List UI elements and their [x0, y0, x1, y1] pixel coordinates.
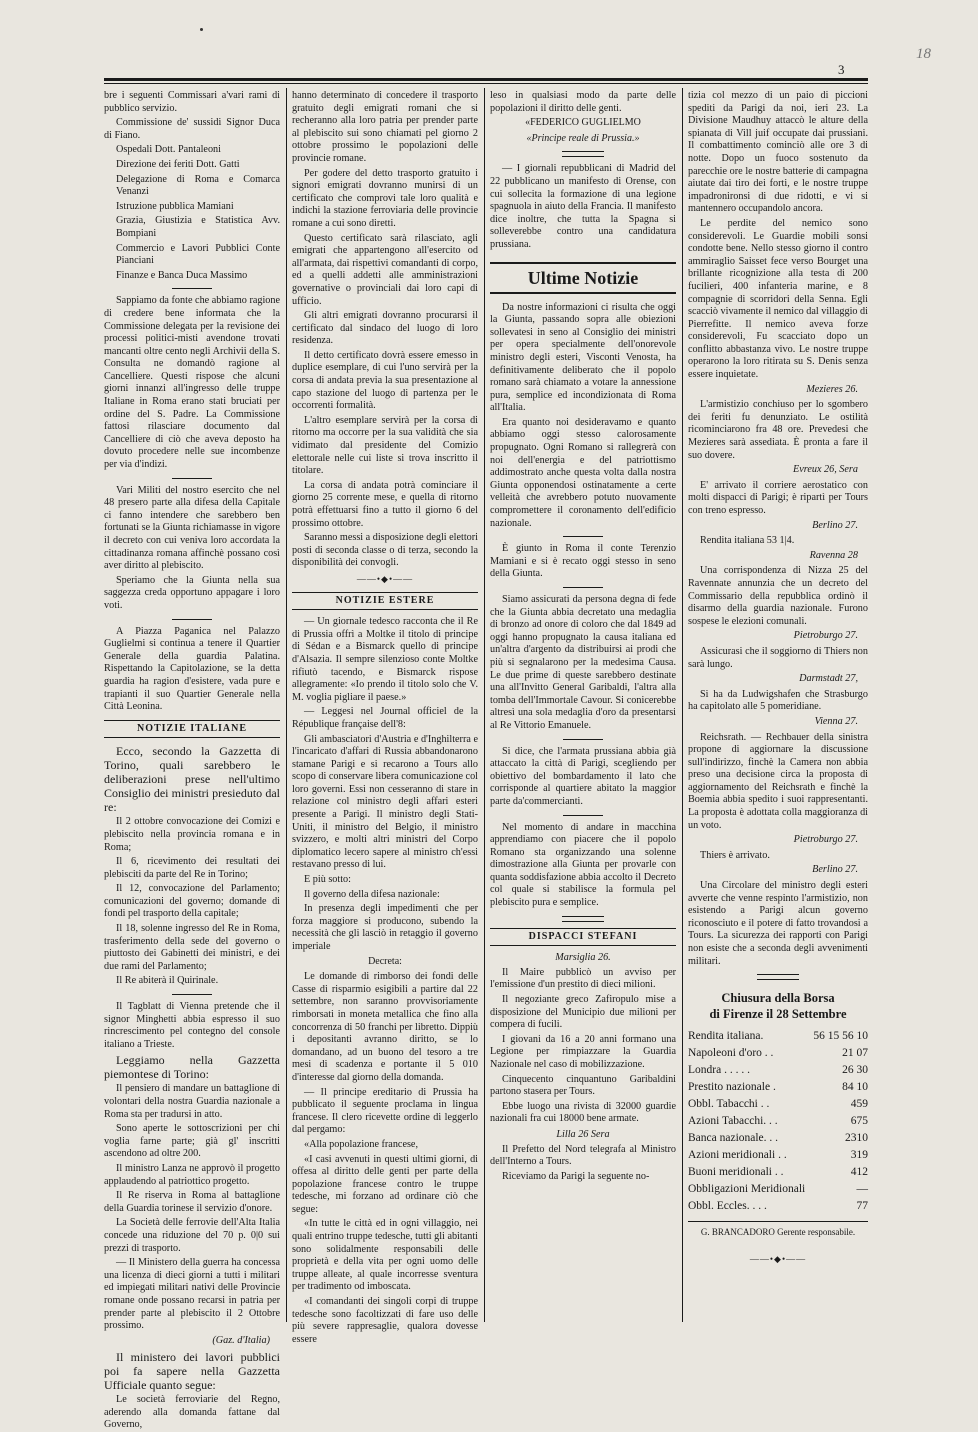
double-separator: [757, 974, 799, 980]
bourse-label: Azioni Tabacchi. . .: [688, 1115, 778, 1128]
bourse-value: 459: [850, 1098, 868, 1111]
commissioners-list: [104, 144, 280, 282]
pencil-annotation: 18: [916, 46, 931, 62]
list-item: Direzione dei feriti Dott. Gatti: [116, 158, 240, 170]
bourse-label: Obbligazioni Meridionali: [688, 1183, 806, 1196]
article-paragraph: Il Re riserva in Roma al battaglione della Guardia torinese il servizio d'onore.: [104, 1190, 280, 1214]
bourse-row: [688, 1079, 868, 1096]
article-paragraph: — Leggesi nel Journal officiel de la République française dell'8:: [292, 706, 478, 730]
article-paragraph: Il Maire pubblicò un avviso per l'emissione d'un prestito di dieci milioni.: [490, 966, 676, 991]
lead-paragraph: Leggiamo nella Gazzetta piemontese di Torino:: [104, 1053, 280, 1082]
lead-paragraph: Ecco, secondo la Gazzetta di Torino, quali sarebbero le deliberazioni prese nell'ultimo Consiglio dei ministri presieduto dal re:: [104, 744, 280, 815]
bourse-label: Banca nazionale. . .: [688, 1132, 779, 1145]
article-paragraph: Nel momento di andare in macchina apprendiamo con piacere che il popolo Romano sta organizzando una solenne dimostrazione alla Giunta per provarle con quanta soddisfazione abbia accolto il Decreto col quale si stabilisce la formula pel plebiscito pura e semplice.: [490, 821, 676, 909]
article-paragraph: E' arrivato il corriere aerostatico con molti dispacci di Parigi; è ripartì per Tours con treno espresso.: [688, 479, 868, 516]
article-paragraph: I giovani da 16 a 20 anni formano una Legione per rimpiazzare la Guardia Nazionale nel caso di mobilizzazione.: [490, 1033, 676, 1070]
bourse-row: [688, 1045, 868, 1062]
article-paragraph: Cinquecento cinquantuno Garibaldini partono stasera per Tours.: [490, 1073, 676, 1098]
separator: [563, 587, 603, 588]
article-paragraph: Il 2 ottobre convocazione dei Comizi e plebiscito nella provincia romana e in Roma;: [104, 816, 280, 853]
lead-paragraph: Il ministero dei lavori pubblici poi fa sapere nella Gazzetta Ufficiale quanto segue:: [104, 1350, 280, 1393]
bourse-label: Londra . . . . .: [688, 1064, 750, 1077]
article-paragraph: Reichsrath. — Rechbauer della sinistra propone di aggiornare la discussione sull'indirizzo, finchè la Camera non abbia preso una decisione circa la proposta di aggiornamento del Reichsrath e finchè la Boemia abbia spedito i suoi rappresentanti. La proposta è adottata colla maggioranza di un voto.: [688, 731, 868, 831]
separator: [172, 994, 212, 995]
dateline: Lilla 26 Sera: [556, 1128, 610, 1140]
ornament-divider: ——•◆•——: [356, 573, 414, 584]
bourse-row: [688, 1198, 868, 1215]
bourse-value: 2310: [845, 1132, 868, 1145]
bourse-label: Obbl. Tabacchi . .: [688, 1098, 770, 1111]
article-paragraph: «In tutte le città ed in ogni villaggio, nei quali entrino truppe tedesche, tutti gli abitanti sono solidalmente responsabili delle proprietà e della vita per ogni uomo delle truppe alleate, al quale incorresse sventura per tradimento od imboscata.: [292, 1218, 478, 1293]
article-paragraph: bre i seguenti Commissari a'vari rami di pubblico servizio.: [104, 90, 280, 114]
article-paragraph: Gli ambasciatori d'Austria e d'Inghilterra e l'incaricato d'affari di Russia abbandonarono stamane Parigi e si recarono a Tours allo scopo di conservare libera comunicazione col loro governi. Essi non cesseranno di stare in relazione col ministro degli affari esteri presente a Parigi. Il ministro degli Stati-Uniti, il ministro del Belgio, il ministro svizzero, e molti altri ministri del Corpo diplomatico lecero sapere al ministro ch'essi restavano presso di lui.: [292, 733, 478, 871]
article-paragraph: Il ministro Lanza ne approvò il progetto applaudendo al patriottico progetto.: [104, 1162, 280, 1187]
section-heading: DISPACCI STEFANI: [490, 928, 676, 947]
article-paragraph: In presenza degli impedimenti che per forza maggiore si producono, subendo la necessità che gli lasciò in retaggio il governo imperiale: [292, 903, 478, 952]
article-paragraph: Vari Militi del nostro esercito che nel 48 presero parte alla difesa della Capitale ci fanno intendere che sarebbero ben fortunati se la Giunta richiamasse in vigore il decreto con cui veniva loro accordata la cittadinanza romana affinchè possano così aver diritto al plebiscito.: [104, 484, 280, 572]
article-paragraph: Per godere del detto trasporto gratuito i signori emigrati dovranno munirsi di un certificato che comprovi tale loro qualità e indichi la stazione ferroviaria delle provincie romane a cui sono diretti.: [292, 167, 478, 229]
separator: [563, 536, 603, 537]
article-paragraph: Rendita italiana 53 1|4.: [700, 535, 795, 547]
bourse-row: [688, 1062, 868, 1079]
article-paragraph: Saranno messi a disposizione degli elettori posti di seconda classe o di terza, secondo la disponibilità dei convogli.: [292, 532, 478, 569]
proclamation-title: «Principe reale di Prussia.»: [526, 132, 640, 144]
section-heading: NOTIZIE ESTERE: [292, 592, 478, 611]
dateline: Mezieres 26.: [806, 383, 858, 395]
article-paragraph: — Il Ministero della guerra ha concessa una licenza di dieci giorni a tutti i militari ed impiegati militari nativi delle Provincie romane onde possano recarsi in patria per prender parte al plebiscito il 2 Ottobre prossimo.: [104, 1257, 280, 1332]
bourse-row: [688, 1164, 868, 1181]
article-paragraph: Il Prefetto del Nord telegrafa al Ministro dell'Interno a Tours.: [490, 1143, 676, 1168]
article-paragraph: Questo certificato sarà rilasciato, agli emigrati che appartengono all'esercito od all'armata, dai rispettivi comandanti di corpo, ed a quelli addetti alle amministrazioni governative o provinciali dai loro capi di ufficio.: [292, 232, 478, 307]
article-paragraph: E più sotto:: [304, 874, 351, 886]
proclamation-signature: «FEDERICO GUGLIELMO: [525, 117, 641, 129]
dateline: Pietroburgo 27.: [793, 630, 858, 642]
article-paragraph: L'altro esemplare servirà per la corsa di ritorno ma occorre per la sua validità che sia vidimato dal presidente del Comizio elettorale nelle cui liste si trova inscritto il titolare.: [292, 414, 478, 477]
column-divider-2: [484, 88, 485, 1322]
bourse-label: Buoni meridionali . .: [688, 1166, 784, 1179]
bourse-title-line1: Chiusura della Borsa: [721, 991, 835, 1006]
header-rule-thin: [104, 83, 868, 84]
bourse-label: Rendita italiana.: [688, 1030, 764, 1043]
bourse-label: Prestito nazionale .: [688, 1081, 776, 1094]
bourse-row: [688, 1130, 868, 1147]
article-paragraph: Il negoziante greco Zafiropulo mise a disposizione del Municipio due milioni per compera di fucili.: [490, 994, 676, 1031]
article-paragraph: Sono aperte le sottoscrizioni per chi voglia farne parte; già gl' inscritti ascendono ad oltre 200.: [104, 1123, 280, 1160]
double-separator: [562, 151, 604, 157]
article-paragraph: Thiers è arrivato.: [700, 849, 770, 861]
article-paragraph: Il detto certificato dovrà essere emesso in duplice esemplare, di cui l'uno servirà per la corsa di andata previa la sua presentazione al capo stazione del luogo di partenza per le occorrenti formalità.: [292, 349, 478, 412]
article-paragraph: Siamo assicurati da persona degna di fede che la Giunta abbia decretato una medaglia di bronzo ad onore di coloro che dal 1849 ad oggi hanno propugnato la causa italiana ed un'altra d'argento da distribuirsi ai prodi che più si segnalarono per la medesima Causa. Le due prime di queste sarebbero destinate una all'Invitto General Garibaldi, l'altra alla tomba dell'Immortale Cavour. Si conicerebbe altresì una sola medaglia d'oro da presentarsi al Re Vittorio Emanuele.: [490, 594, 676, 731]
double-separator: [562, 916, 604, 922]
article-paragraph: Da nostre informazioni ci risulta che oggi la Giunta, passando sopra alle obiezioni sollevatesi in seno al Consiglio dei ministri per opera specialmente dell'onorevole ministro degli esteri, Visconti Venosta, ha definitivamente deliberato che il popolo romano sarà chiamato a votare la annessione pura, semplice ed incondizionata di Roma all'Italia.: [490, 301, 676, 414]
article-paragraph: Il Tagblatt di Vienna pretende che il signor Minghetti abbia espresso il suo rincrescimento pel contegno del console italiano a Trieste.: [104, 1001, 280, 1050]
article-paragraph: Assicurasi che il soggiorno di Thiers non sarà lungo.: [688, 645, 868, 670]
list-item: Istruzione pubblica Mamiani: [116, 200, 234, 212]
article-paragraph: Si dice, che l'armata prussiana abbia già attaccato la città di Parigi, scegliendo per obiettivo del bombardamento il lato che corrisponde al quartiere abitato la maggior parte da'commercianti.: [490, 745, 676, 807]
bourse-table: [688, 1028, 868, 1215]
manager-signature: G. BRANCADORO Gerente responsabile.: [688, 1221, 868, 1239]
dateline: Pietroburgo 27.: [793, 834, 858, 846]
dateline: Evreux 26, Sera: [793, 464, 858, 476]
column-divider-3: [682, 88, 683, 1322]
bourse-row: [688, 1113, 868, 1130]
article-paragraph: La Società delle ferrovie dell'Alta Italia concede una riduzione del 70 p. 0|0 sui prezzi di trasporto.: [104, 1217, 280, 1254]
dateline: Berlino 27.: [812, 519, 858, 531]
article-paragraph: Il 6, ricevimento dei resultati dei plebisciti da parte del Re in Torino;: [104, 856, 280, 880]
article-paragraph: — Un giornale tedesco racconta che il Re di Prussia offrì a Moltke il titolo di principe di Sédan e a Bismarck quello di principe d'Alsazia. Il sempre silenzioso conte Moltke rifiutò tacendo, e Bismarck rispose allegramente: «Io prendo il titolo solo che V. M. voglia pigliare il paese.»: [292, 616, 478, 703]
column-4: [688, 90, 868, 1322]
article-paragraph: — I giornali repubblicani di Madrid del 22 pubblicano un manifesto di Orense, con cui sollecita la formazione di una legione spagnuola in aiuto della Francia. Il manifesto dice inoltre, che tutta la Spagna si solleverebbe contro una candidatura prussiana.: [490, 163, 676, 250]
article-paragraph: Il 12, convocazione del Parlamento; comunicazioni del governo; domande di fondi pel trasporto della capitale;: [104, 883, 280, 920]
bourse-label: Azioni meridionali . .: [688, 1149, 787, 1162]
print-speck: [200, 28, 203, 31]
column-3: [490, 90, 676, 1322]
article-paragraph: Il governo della difesa nazionale:: [304, 888, 440, 900]
article-paragraph: Era quanto noi desideravamo e quanto abbiamo oggi stesso calorosamente propugnato. Ogni Romano si rallegrerà con noi dell'energia e del patriottismo addimostrato anche questa volta dalla nostra Giunta opponendosi ostinatamente a certe velleità che avrebbero potuto nuovamente compromettere il coronamento dell'edificio nazionale.: [490, 416, 676, 529]
dateline: Darmstadt 27,: [799, 673, 858, 685]
article-paragraph: Commissione de' sussidi Signor Duca di Fiano.: [104, 117, 280, 141]
article-paragraph: Una Circolare del ministro degli esteri avverte che venne respinto l'armistizio, non esistendo a Parigi alcun governo riconosciuto e il potere di fatto trovandosi a Tours. La sicurezza dei rapporti con Parigi non esiste che a seconda degli avvenimenti militari.: [688, 880, 868, 967]
article-paragraph: Una corrispondenza di Nizza 25 del Ravennate annunzia che un decreto del Commissario della repubblica ordinò il disarmo della guardia nazionale. Furono sospese le elezioni comunali.: [688, 565, 868, 627]
bourse-row: [688, 1181, 868, 1198]
separator: [172, 288, 212, 289]
list-item: Grazia, Giustizia e Statistica Avv. Bompiani: [116, 215, 280, 239]
dateline: Marsiglia 26.: [555, 952, 611, 964]
article-paragraph: tizia col mezzo di un paio di piccioni spediti da Parigi da noi, ieri 23. La Divisione Maudhuy attaccò le alture della spianata di Vill juif occupate dai prussiani. Il combattimento cominciò alle ore 3 di notte. Dopo un fuoco sostenuto da parecchie ore le nostre batterie di campagna aiutate dai tiro dei forti, e le nostre truppe impadronironsi di due ridotti, e vi si mantennero occupandolo ancora.: [688, 90, 868, 215]
column-1: [104, 90, 280, 1431]
bourse-value: 21 07: [842, 1047, 868, 1060]
list-item: Commercio e Lavori Pubblici Conte Pianciani: [116, 242, 280, 267]
bourse-row: [688, 1147, 868, 1164]
article-paragraph: Ebbe luogo una rivista di 32000 guardie nazionali fra cui 18000 bene armate.: [490, 1100, 676, 1125]
separator: [563, 739, 603, 740]
bourse-label: Obbl. Eccles. . . .: [688, 1200, 767, 1213]
article-paragraph: Le società ferroviarie del Regno, aderendo alla domanda fattane dal Governo,: [104, 1394, 280, 1431]
list-item: Delegazione di Roma e Comarca Venanzi: [116, 173, 280, 198]
article-paragraph: Il 18, solenne ingresso del Re in Roma, trasferimento della sede del governo o piuttosto dei Gabinetti dei ministri, e dei due rami del Parlamento;: [104, 923, 280, 972]
bourse-value: 56 15 56 10: [813, 1030, 868, 1043]
article-paragraph: Il Re abiterà il Quirinale.: [116, 975, 219, 987]
separator: [172, 619, 212, 620]
bourse-value: —: [856, 1183, 868, 1196]
article-paragraph: L'armistizio conchiuso per lo sgombero dei feriti fu denunziato. Le ostilità ricominciarono fra 48 ore. Prevedesi che Mezieres sarà assediata. È pronta a fare il suo dovere.: [688, 399, 868, 461]
article-paragraph: Il pensiero di mandare un battaglione di volontari della nostra Guardia nazionale a Roma sta per tradursi in atto.: [104, 1083, 280, 1120]
bourse-label: Napoleoni d'oro . .: [688, 1047, 774, 1060]
article-paragraph: «I casi avvenuti in questi ultimi giorni, di offesa al diritto delle genti per parte della popolazione francese contro le truppe tedesche, mi forzano ad ordinare ciò che segue:: [292, 1153, 478, 1215]
article-paragraph: «Alla popolazione francese,: [304, 1138, 418, 1150]
list-item: Finanze e Banca Duca Massimo: [116, 269, 248, 281]
bourse-title-line2: di Firenze il 28 Settembre: [709, 1007, 847, 1022]
article-paragraph: Le domande di rimborso dei fondi delle Casse di risparmio esigibili a partire dal 22 settembre, non saranno provvisoriamente rimborsati in moneta metallica che fino alla concorrenza di 50 franchi per libretto. Dippiù i depositanti avranno diritto, se lo domandano, ad un buono del tesoro a tre mesi di scadenza e portante il 5 010 d'interesse dal giorno della domanda.: [292, 971, 478, 1083]
article-paragraph: A Piazza Paganica nel Palazzo Guglielmi si continua a tenere il Quartier Generale della guardia Palatina. Rispettando la Capitolazione, se la detta guardia ha ragion d'esistere, vada pure e trapianti il suo Quartier Generale nella Città Leonina.: [104, 625, 280, 713]
header-rule: [104, 78, 868, 81]
article-paragraph: Gli altri emigrati dovranno procurarsi il certificato dal sindaco del luogo di loro residenza.: [292, 310, 478, 347]
article-paragraph: È giunto in Roma il conte Terenzio Mamiani e si è recato oggi stesso in seno della Giunta.: [490, 543, 676, 580]
dateline: Ravenna 28: [809, 549, 858, 561]
bourse-value: 26 30: [842, 1064, 868, 1077]
bourse-value: 84 10: [842, 1081, 868, 1094]
decree-heading: Decreta:: [368, 955, 402, 967]
article-paragraph: «I comandanti dei singoli corpi di truppe tedesche sono facoltizzati di fare uso delle più severe rappresaglie, qualora dovesse essere: [292, 1296, 478, 1345]
section-heading: NOTIZIE ITALIANE: [104, 720, 280, 739]
article-paragraph: Si ha da Ludwigshafen che Strasburgo ha capitolato alle 5 pomeridiane.: [688, 688, 868, 713]
bourse-title: [688, 990, 868, 1022]
column-2: [292, 90, 478, 1345]
dateline: Berlino 27.: [812, 864, 858, 876]
section-title-ultime-notizie: Ultime Notizie: [490, 262, 676, 294]
bourse-row: [688, 1028, 868, 1045]
bourse-value: 77: [856, 1200, 868, 1213]
list-item: Ospedali Dott. Pantaleoni: [116, 144, 221, 156]
bourse-value: 675: [850, 1115, 868, 1128]
article-paragraph: La corsa di andata potrà cominciare il giorno 25 corrente mese, e quella di ritorno potrà effettuarsi fino a tutto il giorno 6 del prossimo ottobre.: [292, 479, 478, 529]
bourse-value: 319: [850, 1149, 868, 1162]
page-number: 3: [838, 62, 845, 77]
article-paragraph: Sappiamo da fonte che abbiamo ragione di credere bene informata che la Commissione delegata per la revisione dei processi politici-misti avendone trovati mancanti oltre cento negli Archivii della S. Consulta ne domandò ragione al Cancelliere. Questi rispose che alcuni giorni innanzi all'ingresso delle truppe Italiane in Roma erano stati bruciati per ordine del S. Padre. La Commissione fattosi rilasciare documento dal Cancelliere di ciò che aveva deposto ha dovuto procedere nelle sue incombenze per via d'indizi.: [104, 295, 280, 471]
separator: [172, 478, 212, 479]
article-paragraph: Le perdite del nemico sono considerevoli. Le Guardie mobili sonsi condotte bene. Nello stesso giorno il contro ammiraglio Saisset fece verso Bourget una brillante ricognizione alla testa di 200 fucilieri, 400 infanteria marine, e 8 compagnie di scorridori della Senna. Egli scacciò vivamente il nemico dal villaggio di Pierrefitte. Il nemico aveva forze considerevoli, Fu scacciato dopo un conflitto abbastanza vivo. Le nostre truppe operarono la loro ritirata su S. Denis senza essere inquietate.: [688, 217, 868, 381]
bourse-value: 412: [850, 1166, 868, 1179]
article-paragraph: leso in qualsiasi modo da parte delle popolazioni il diritto delle genti.: [490, 90, 676, 114]
article-paragraph: — Il principe ereditario di Prussia ha pubblicato il seguente proclama in lingua francese. Il clero ricevette ordine di leggerlo dal pergamo:: [292, 1086, 478, 1136]
bourse-row: [688, 1096, 868, 1113]
article-paragraph: Speriamo che la Giunta nella sua saggezza creda opportuno appagare i loro voti.: [104, 574, 280, 611]
ornament-divider: ——•◆•——: [749, 1253, 807, 1264]
article-paragraph: hanno determinato di concedere il trasporto gratuito degli emigrati romani che si recheranno alla loro patria per prender parte al plebiscito sui sono chiamati pel giorno 2 ottobre prossimo le popolazioni delle provincie romane.: [292, 90, 478, 164]
source-signature: (Gaz. d'Italia): [212, 1334, 270, 1346]
column-divider-1: [286, 88, 287, 1322]
article-paragraph: Riceviamo da Parigi la seguente no-: [502, 1170, 650, 1182]
separator: [563, 815, 603, 816]
dateline: Vienna 27.: [814, 715, 858, 727]
